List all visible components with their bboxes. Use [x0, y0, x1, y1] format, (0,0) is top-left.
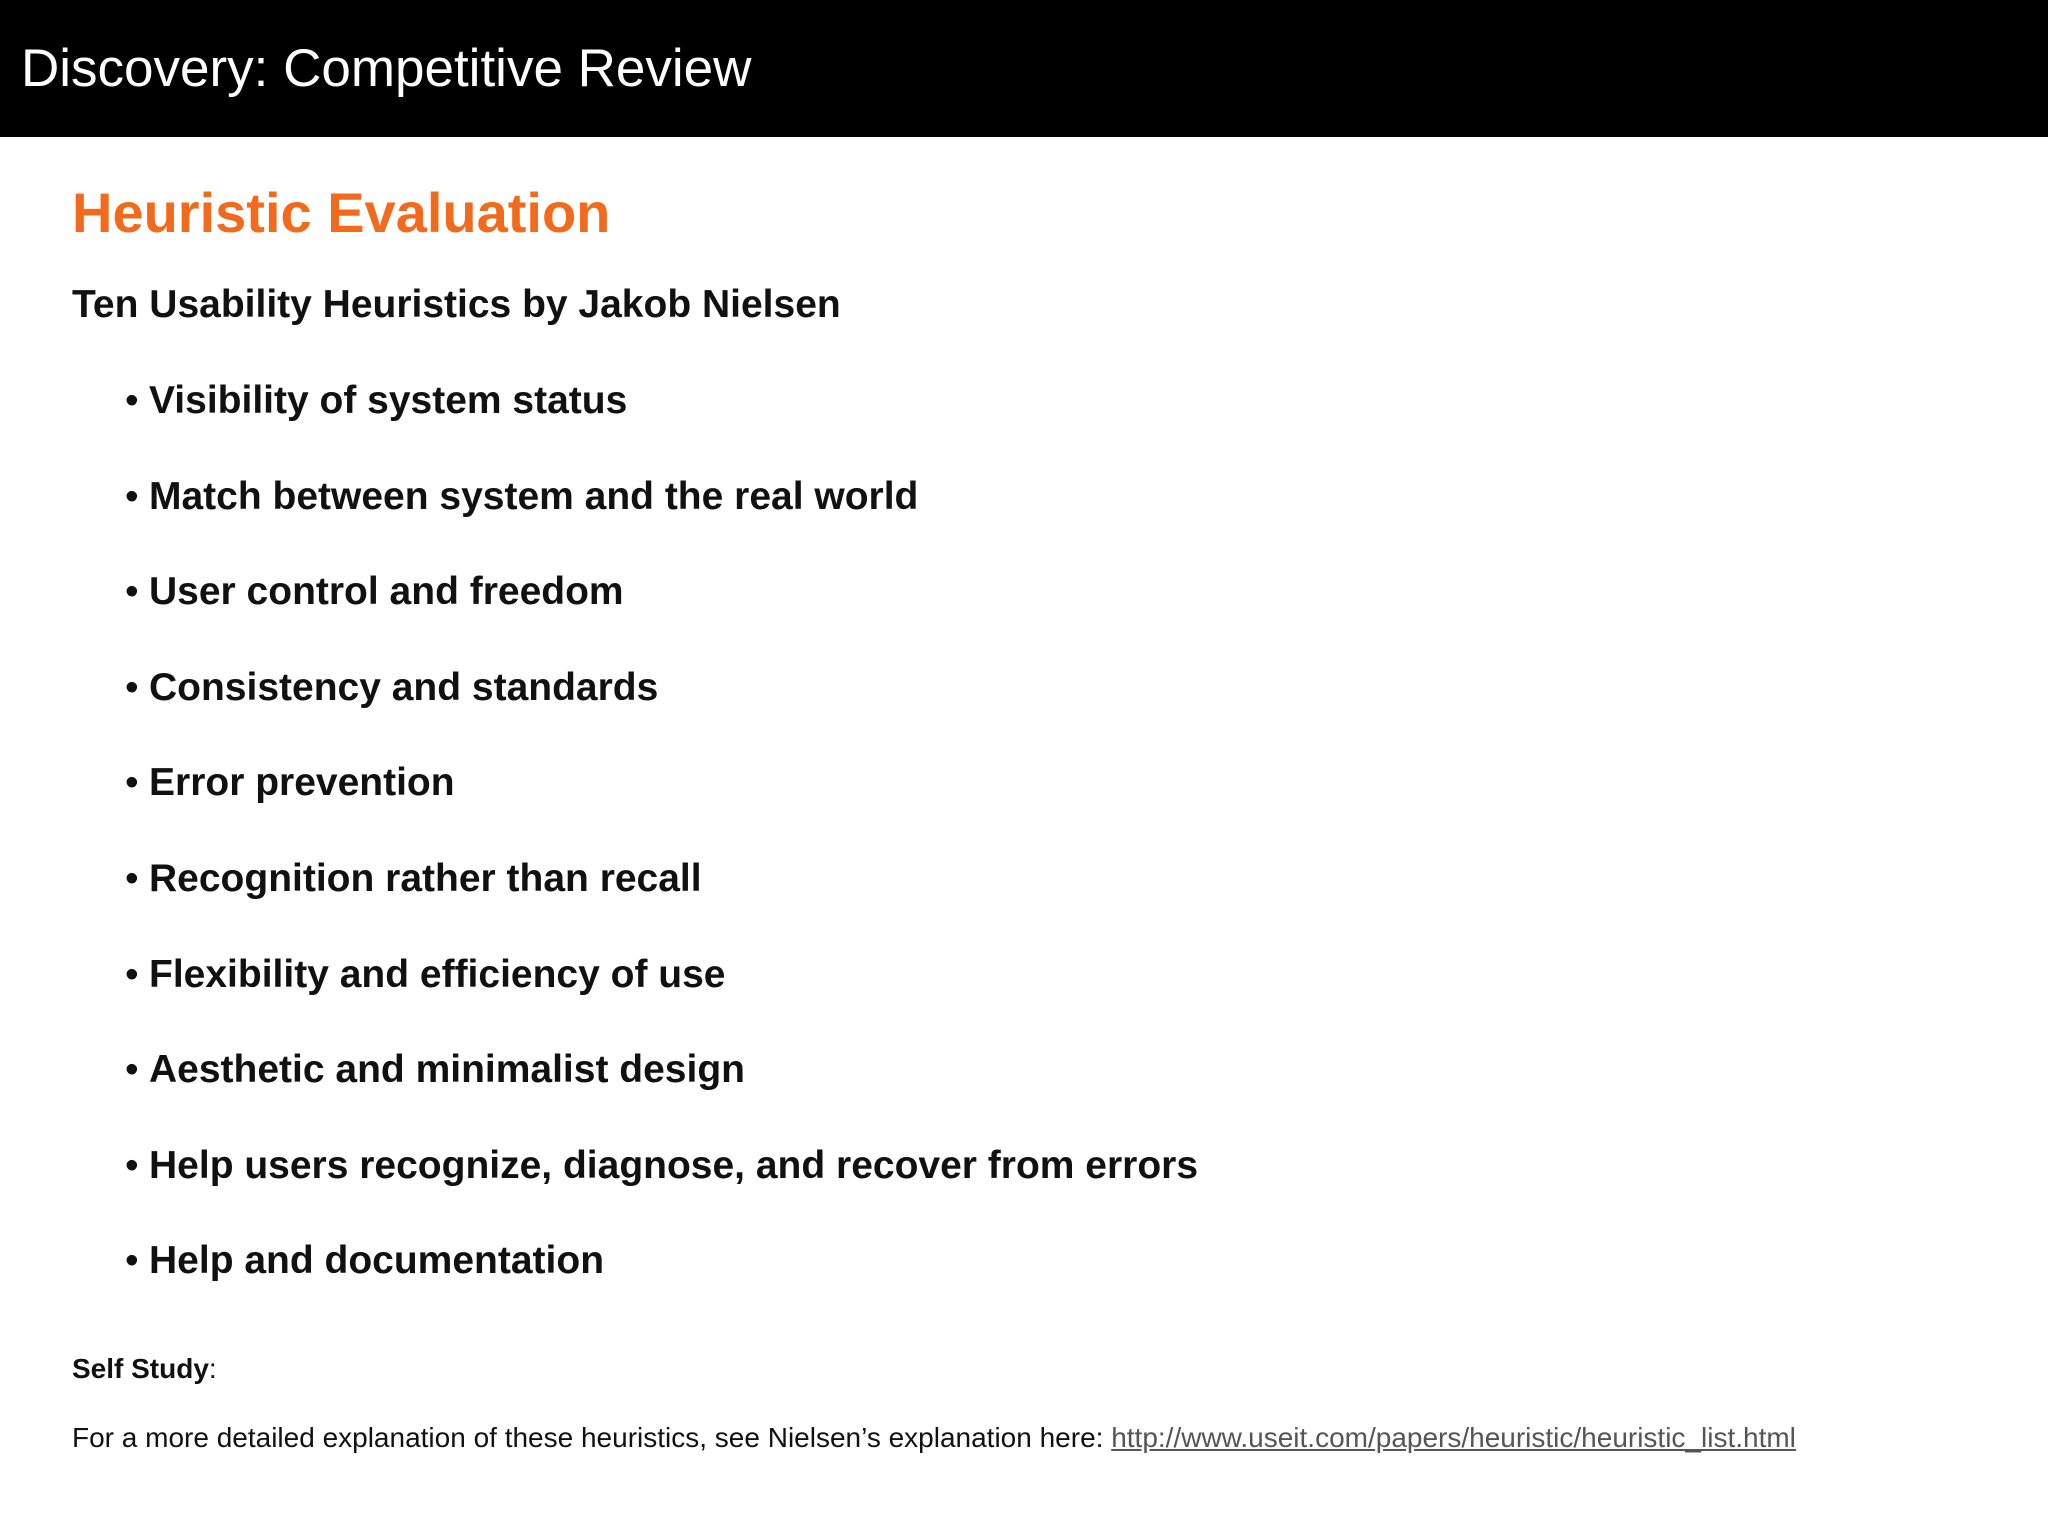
heuristic-label: Match between system and the real world	[149, 474, 919, 518]
list-item	[125, 568, 1198, 664]
bullet-icon: •	[125, 474, 139, 518]
list-item	[125, 1046, 1198, 1142]
list-item	[125, 855, 1198, 951]
list-item	[125, 1237, 1198, 1333]
bullet-icon: •	[125, 1143, 139, 1187]
header-bar	[0, 0, 2048, 137]
bullet-icon: •	[125, 1048, 139, 1092]
list-item	[125, 951, 1198, 1047]
heuristic-label: Visibility of system status	[149, 379, 628, 422]
heuristics-list	[125, 377, 1198, 1333]
list-item	[125, 1142, 1198, 1238]
heuristics-reference-link[interactable]: http://www.useit.com/papers/heuristic/heuristic_list.html	[1111, 1422, 1796, 1453]
list-item	[125, 473, 1198, 569]
footer-note-text: For a more detailed explanation of these heuristics, see Nielsen’s explanation here:	[72, 1422, 1112, 1453]
footer-note	[72, 1421, 1796, 1455]
self-study-colon: :	[208, 1353, 217, 1384]
bullet-icon: •	[125, 379, 139, 422]
section-title: Heuristic Evaluation	[72, 181, 611, 244]
bullet-icon: •	[125, 761, 139, 805]
heuristic-label: Help users recognize, diagnose, and recover from errors	[149, 1143, 1199, 1187]
heuristic-label: Flexibility and efficiency of use	[149, 952, 726, 996]
bullet-icon: •	[125, 570, 139, 614]
bullet-icon: •	[125, 856, 139, 900]
heuristic-label: Aesthetic and minimalist design	[149, 1048, 745, 1092]
heuristic-label: User control and freedom	[149, 570, 624, 614]
list-item	[125, 664, 1198, 760]
bullet-icon: •	[125, 952, 139, 996]
heuristic-label: Help and documentation	[149, 1239, 605, 1283]
heuristic-label: Error prevention	[149, 761, 455, 805]
slide-header-title: Discovery: Competitive Review	[21, 39, 752, 98]
heuristic-label: Consistency and standards	[149, 665, 659, 709]
self-study-label: Self Study	[72, 1353, 209, 1384]
subtitle: Ten Usability Heuristics by Jakob Nielsen	[72, 283, 841, 326]
self-study-heading	[72, 1352, 217, 1386]
list-item	[125, 759, 1198, 855]
bullet-icon: •	[125, 665, 139, 709]
heuristic-label: Recognition rather than recall	[149, 856, 702, 900]
list-item	[125, 377, 1198, 473]
bullet-icon: •	[125, 1239, 139, 1283]
